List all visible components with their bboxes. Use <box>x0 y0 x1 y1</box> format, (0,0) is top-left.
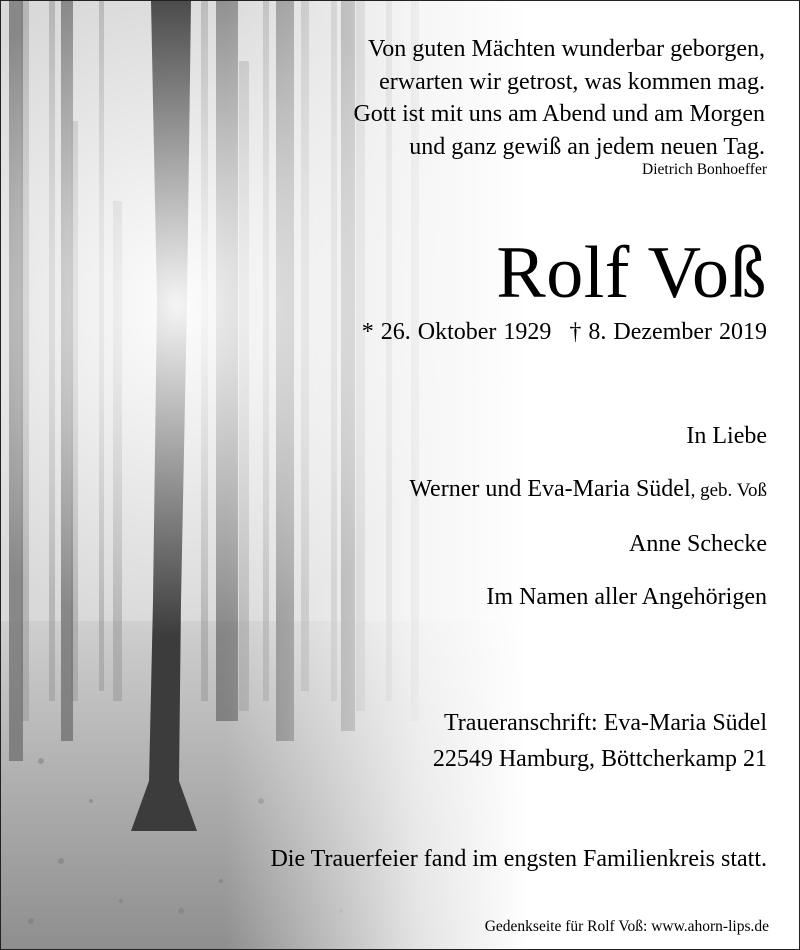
poem <box>353 33 765 163</box>
maiden-name: , geb. Voß <box>690 480 767 501</box>
mourner-line: Anne Schecke <box>629 531 767 557</box>
deceased-name: Rolf Voß <box>496 232 767 314</box>
mourner-line: Im Namen aller Angehörigen <box>486 584 767 610</box>
death-date: † 8. Dezember 2019 <box>569 319 767 345</box>
ceremony-note: Die Trauerfeier fand im engsten Familienkreis statt. <box>270 846 767 872</box>
mourner-line <box>409 476 767 503</box>
birth-date: * 26. Oktober 1929 <box>361 319 552 345</box>
poem-line: und ganz gewiß an jedem neuen Tag. <box>409 133 765 160</box>
mourners-intro: In Liebe <box>686 423 767 449</box>
poem-author: Dietrich Bonhoeffer <box>642 161 767 178</box>
address-line: Traueranschrift: Eva-Maria Südel <box>443 710 767 736</box>
poem-line: Von guten Mächten wunderbar geborgen, <box>367 36 765 62</box>
address-line: 22549 Hamburg, Böttcherkamp 21 <box>432 746 767 772</box>
life-dates <box>362 319 767 346</box>
mourner-names: Werner und Eva-Maria Südel <box>409 476 691 502</box>
memorial-page-link[interactable]: Gedenkseite für Rolf Voß: www.ahorn-lips.de <box>484 918 769 935</box>
poem-line: Gott ist mit uns am Abend und am Morgen <box>353 101 765 127</box>
poem-line: erwarten wir getrost, was kommen mag. <box>379 68 765 95</box>
